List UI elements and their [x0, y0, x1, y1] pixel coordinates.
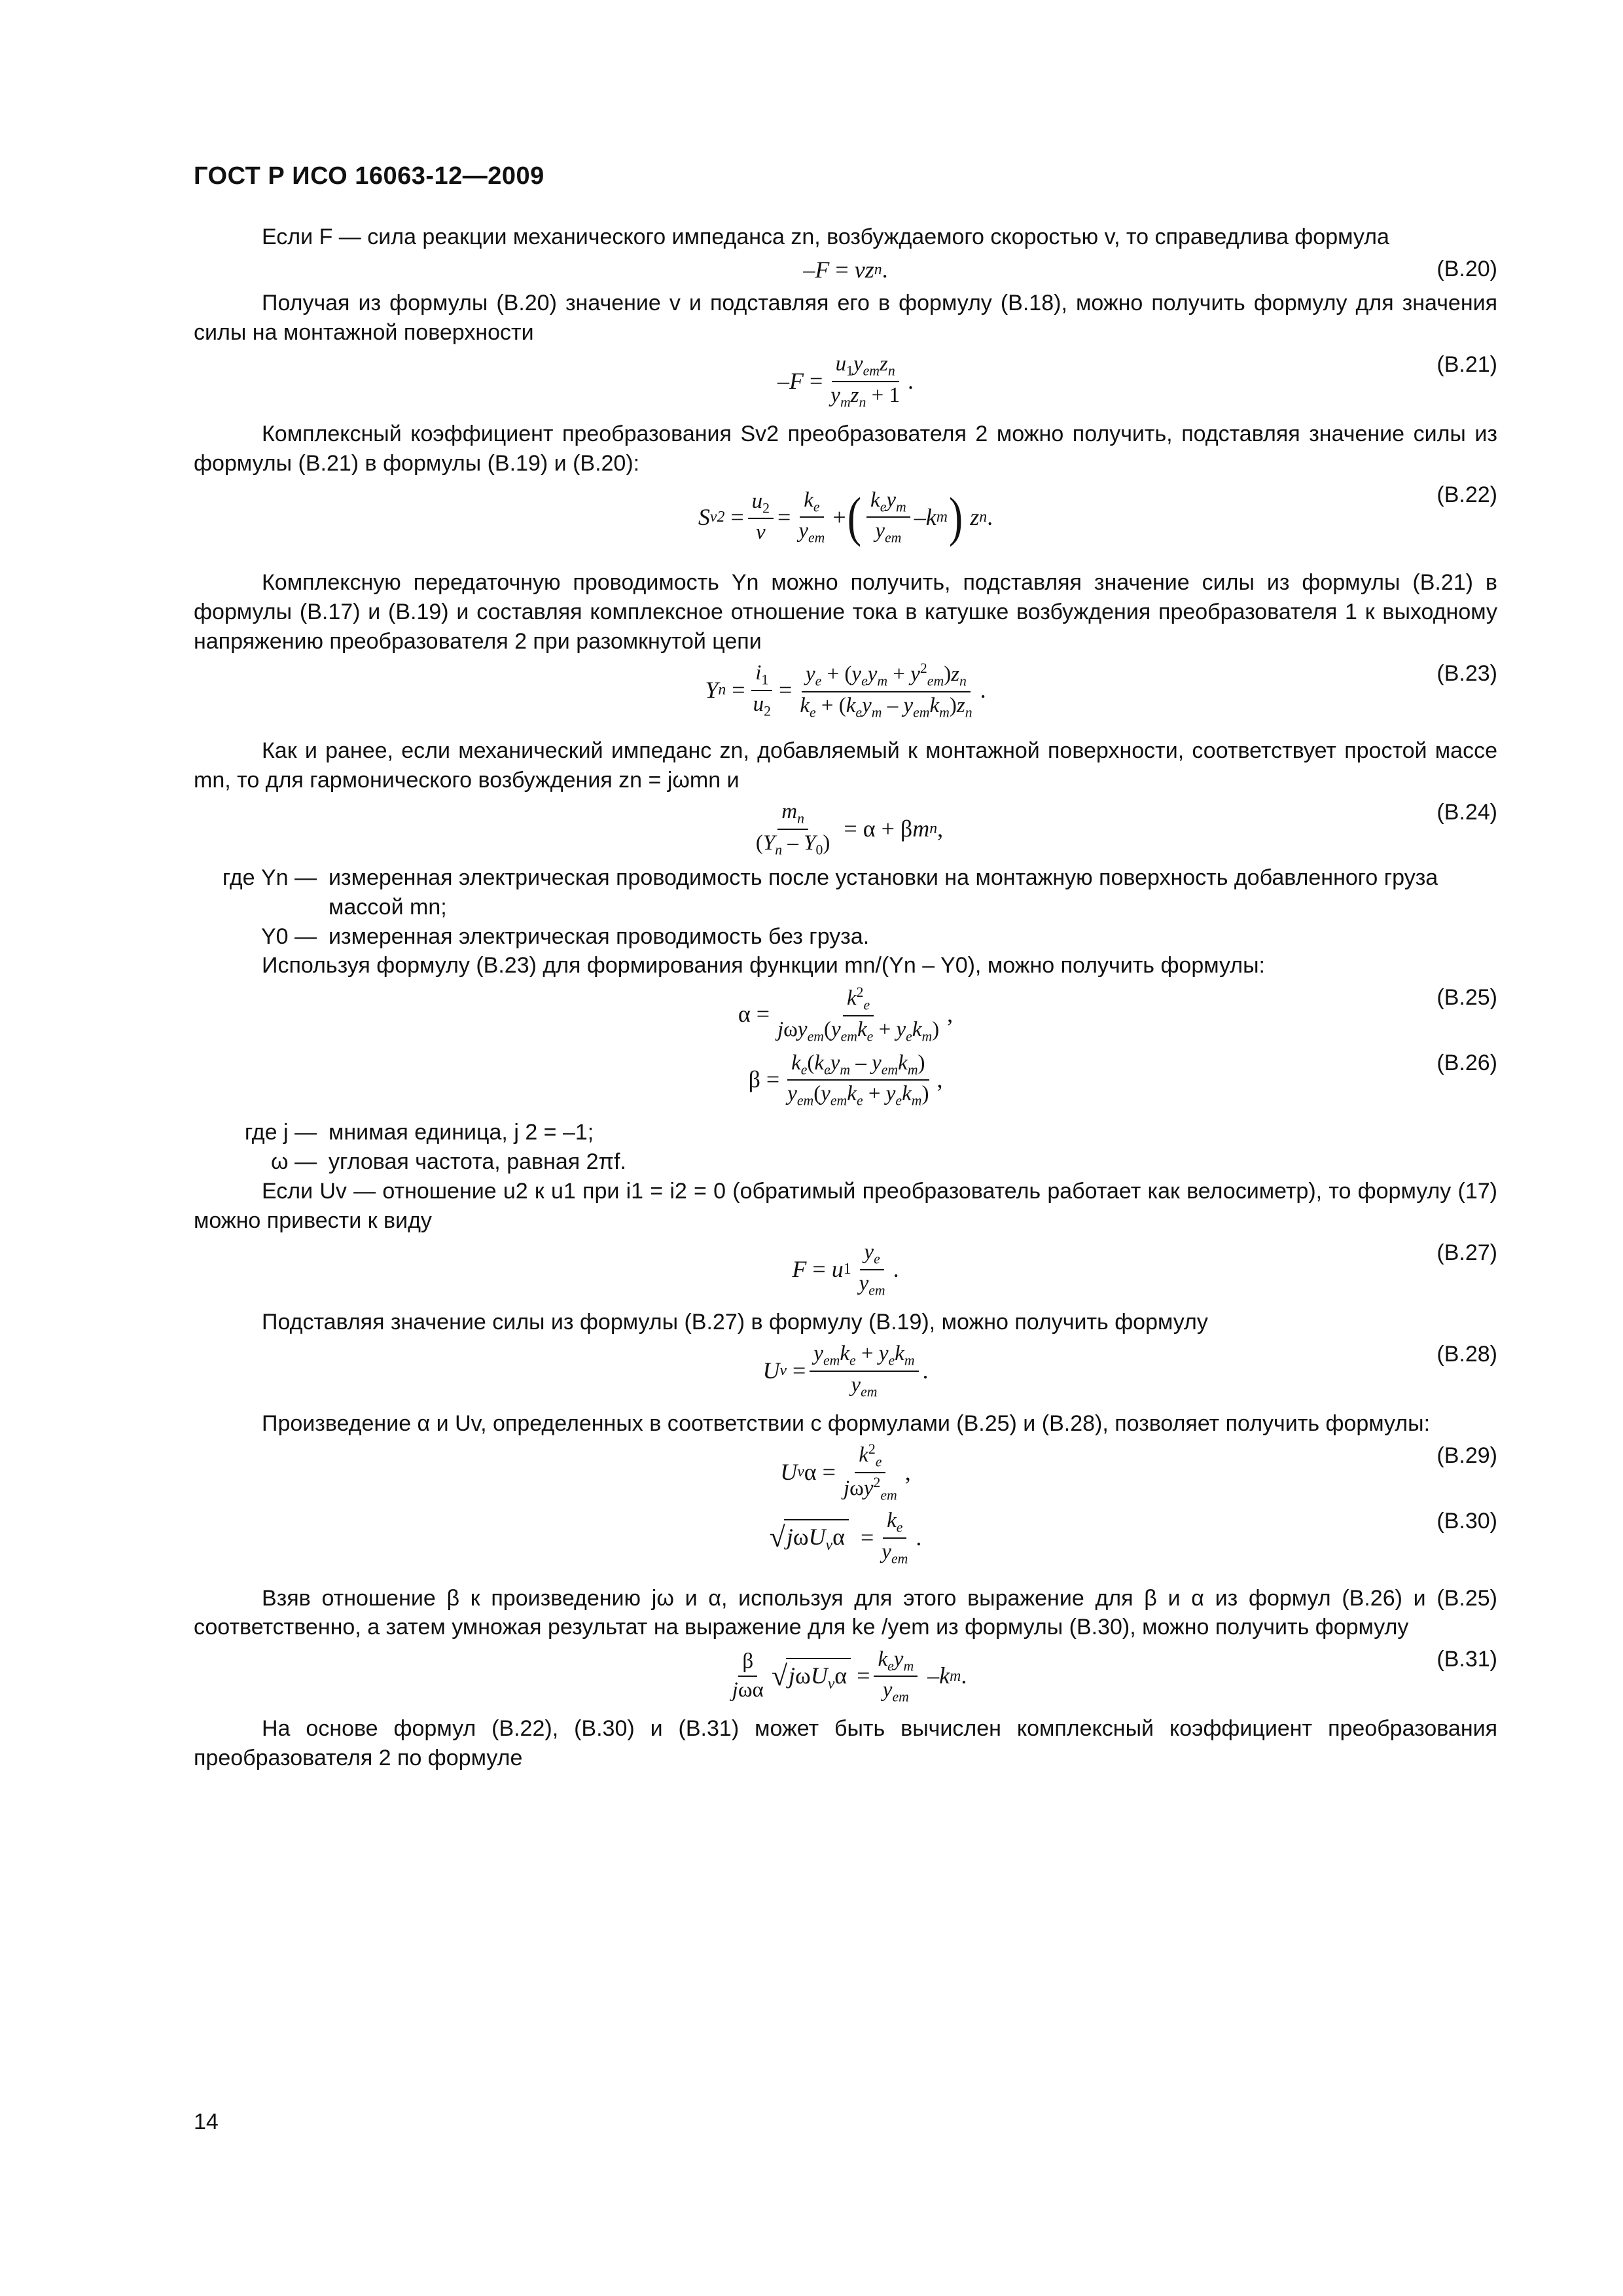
formula-b25: α = $\frac{k^2_e}{j\omega y_{em}(y_{em}k_e + y_ek_m)}$ ,	[738, 984, 954, 1045]
equation-b27	[194, 1238, 1497, 1301]
formula-b22: S v2 = $\frac{u_2}{v}$ = $\frac{k_e}{y_{em}}$ + ( $\frac{k_ey_m}{y_{em}}$ – k m ) z n .	[698, 486, 993, 547]
equation-b30	[194, 1507, 1497, 1570]
paragraph-6: Используя формулу (B.23) для формирования функции mn/(Yn – Y0), можно получить формулы:	[262, 953, 1265, 978]
equation-b22	[194, 480, 1497, 554]
formula-b26: β = $\frac{k_e(k_ey_m - y_{em}k_m)}{y_{em}(y_{em}k_e + y_ek_m)}$ ,	[748, 1050, 943, 1109]
formula-b30: √ jωU$_v$α = $\frac{k_e}{y_{em}}$ .	[769, 1508, 922, 1567]
equation-b29	[194, 1441, 1497, 1504]
paragraph-7: Если Uv — отношение u2 к u1 при i1 = i2 = 0 (обратимый преобразователь работает как велосиметр), то формулу (17) можно привести к виду	[194, 1179, 1497, 1233]
equation-b23	[194, 659, 1497, 722]
symbols-legend-a	[194, 863, 1497, 952]
paragraph-11: На основе формул (B.22), (B.30) и (B.31) может быть вычислен комплексный коэффициент преобразования преобразователя 2 по формуле	[194, 1716, 1497, 1771]
equation-number: (B.20)	[1436, 256, 1497, 281]
symbols-legend-b	[194, 1118, 1497, 1177]
legend-text: измеренная электрическая проводимость без груза.	[329, 924, 870, 949]
formula-b29: U v α = $\frac{k^2_e}{j\omega y^2_{em}}$ ,	[780, 1441, 911, 1503]
equation-number: (B.29)	[1436, 1443, 1497, 1468]
paragraph-10: Взяв отношение β к произведению jω и α, используя для этого выражение для β и α из формул (B.26) и (B.25) соответственно, а затем умножая результат на выражение для ke /yem из формулы (B.30), можно получить формулу	[194, 1585, 1497, 1640]
equation-b28	[194, 1340, 1497, 1403]
equation-b25	[194, 983, 1497, 1046]
formula-b31: $\frac{\beta}{\text{jωα}}$ √ jωU$_v$α = $\frac{k_ey_m}{y_{em}}$ – k m .	[732, 1647, 967, 1705]
document-body	[194, 223, 1497, 1773]
paragraph-2: Получая из формулы (B.20) значение v и подставляя его в формулу (B.18), можно получить формулу для значения силы на монтажной поверхности	[194, 290, 1497, 345]
equation-number: (B.25)	[1436, 985, 1497, 1011]
formula-b23: Y n = $\frac{i_1}{u_2}$ = $\frac{y_e + (y_ey_m + y^2_{em})z_n}{k_e + (k_ey_m - y_{em}k_m)z_n}$ .	[705, 660, 986, 721]
paragraph-3: Комплексный коэффициент преобразования Sv2 преобразователя 2 можно получить, подставляя значение силы из формулы (B.21) в формулы (B.19) и (B.20):	[194, 421, 1497, 476]
paragraph-5: Как и ранее, если механический импеданс zn, добавляемый к монтажной поверхности, соответствует простой массе mn, то для гармонического возбуждения zn = jωmn и	[194, 738, 1497, 793]
equation-b20	[194, 255, 1497, 286]
formula-b27: F = u 1 $\frac{y_e}{y_{em}}$ .	[792, 1240, 899, 1299]
equation-number: (B.30)	[1436, 1508, 1497, 1534]
formula-b24: $\frac{m_n}{(Y_n - Y_0)}$ = α + β m n ,	[755, 800, 944, 858]
equation-b31	[194, 1645, 1497, 1708]
equation-number: (B.21)	[1436, 351, 1497, 377]
equation-number: (B.24)	[1436, 799, 1497, 825]
equation-number: (B.28)	[1436, 1341, 1497, 1367]
formula-b20: – F = vz n .	[803, 257, 888, 283]
legend-symbol: где Yn —	[222, 865, 317, 890]
equation-b24	[194, 798, 1497, 861]
paragraph-9: Произведение α и Uv, определенных в соответствии с формулами (B.25) и (B.28), позволяет получить формулы:	[262, 1410, 1431, 1436]
paragraph-1: Если F — сила реакции механического импеданса zn, возбуждаемого скоростью v, то справедлива формула	[262, 224, 1389, 249]
equation-b26	[194, 1049, 1497, 1111]
equation-number: (B.23)	[1436, 661, 1497, 686]
legend-text: измеренная электрическая проводимость после установки на монтажную поверхность добавленного груза массой mn;	[329, 865, 1438, 920]
equation-number: (B.31)	[1436, 1647, 1497, 1672]
formula-b21: – F = $\frac{u_1y_{em}z_n}{y_mz_n + 1}$ .	[777, 351, 914, 410]
legend-text: угловая частота, равная 2πf.	[329, 1149, 626, 1175]
formula-b28: U v = $\frac{y_{em}k_e + y_ek_m}{y_{em}}$ .	[762, 1341, 929, 1400]
page-number: 14	[194, 2109, 219, 2134]
equation-number: (B.26)	[1436, 1050, 1497, 1076]
legend-symbol: Y0 —	[260, 924, 317, 949]
legend-text: мнимая единица, j 2 = –1;	[329, 1120, 594, 1145]
legend-symbol: ω —	[271, 1149, 317, 1175]
equation-b21	[194, 350, 1497, 413]
paragraph-4: Комплексную передаточную проводимость Yn можно получить, подставляя значение силы из формулы (B.21) в формулы (B.17) и (B.19) и составляя комплексное отношение тока в катушке возбуждения преобразователя 1 к выходному напряжению преобразователя 2 при разомкнутой цепи	[194, 570, 1497, 655]
equation-number: (B.27)	[1436, 1240, 1497, 1265]
document-header: ГОСТ Р ИСО 16063-12—2009	[194, 162, 544, 190]
paragraph-8: Подставляя значение силы из формулы (B.27) в формулу (B.19), можно получить формулу	[262, 1309, 1208, 1335]
legend-symbol: где j —	[244, 1120, 317, 1145]
equation-number: (B.22)	[1436, 482, 1497, 508]
